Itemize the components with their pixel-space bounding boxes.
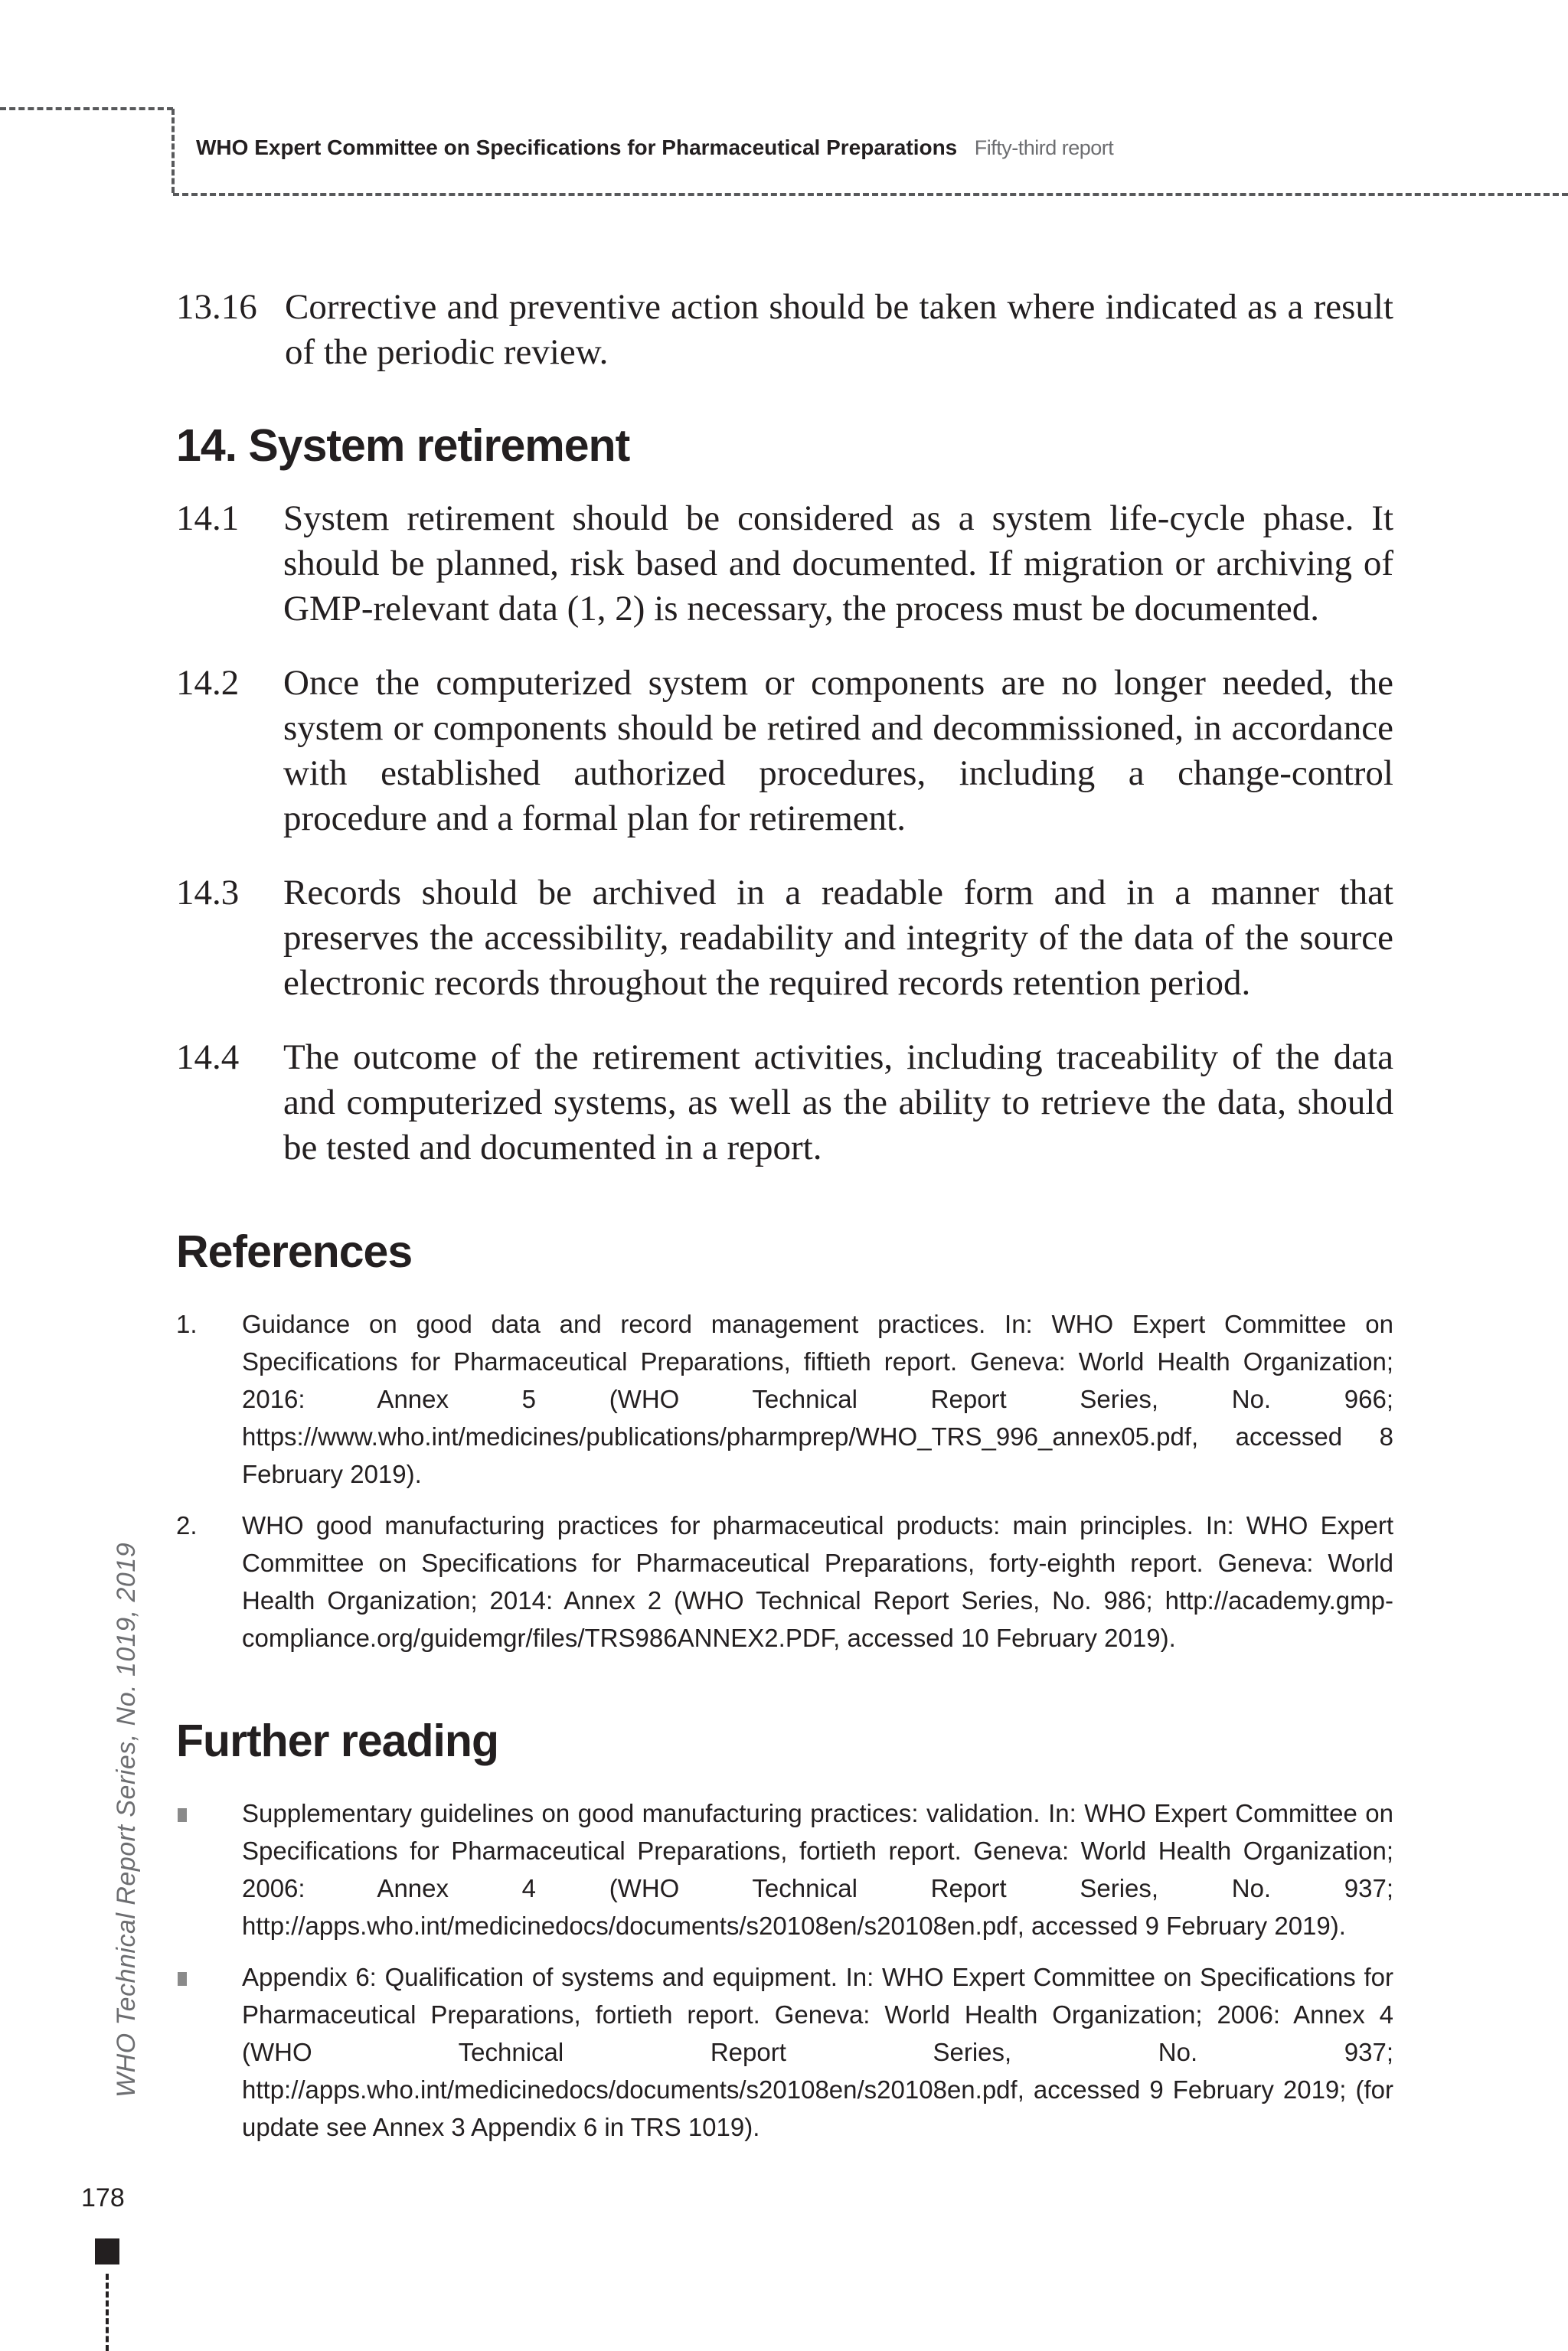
paragraph-number: 14.4	[176, 1037, 240, 1077]
running-header-title: WHO Expert Committee on Specifications for Pharmaceutical Preparations	[196, 136, 958, 159]
paragraph-14-3	[176, 870, 1393, 1006]
square-bullet-icon	[178, 1808, 187, 1822]
paragraph-text: The outcome of the retirement activities, including traceability of the data and computerized systems, as well as the ability to retrieve the data, should be tested and documented in a report.	[283, 1037, 1393, 1167]
header-dashed-line-vertical	[172, 109, 175, 193]
paragraph-text: Records should be archived in a readable form and in a manner that preserves the accessibility, readability and integrity of the data of the source electronic records throughout the required records retention period.	[283, 873, 1393, 1003]
further-reading-heading: Further reading	[176, 1716, 498, 1766]
further-reading-text: Supplementary guidelines on good manufacturing practices: validation. In: WHO Expert Committee on Specifications for Pharmaceutical Preparations, fortieth report. Geneva: World Health Organization; 2006: Annex 4 (WHO Technical Report Series, No. 937; http://apps.who.int/medicinedocs/documents/s20108en/s20108en.pdf, accessed 9 February 2019).	[242, 1799, 1393, 1940]
reference-item	[176, 1305, 1393, 1493]
paragraph-number: 14.3	[176, 873, 240, 913]
running-header	[196, 136, 1113, 160]
paragraph-13-16	[176, 285, 1393, 375]
running-header-subtitle: Fifty-third report	[974, 136, 1114, 159]
reference-item	[176, 1507, 1393, 1657]
reference-number: 1.	[176, 1310, 198, 1338]
further-reading-item	[176, 1958, 1393, 2146]
body-column	[176, 285, 1393, 2160]
paragraph-14-2	[176, 661, 1393, 841]
header-dashed-line-top	[0, 107, 173, 110]
side-running-text: WHO Technical Report Series, No. 1019, 2019	[112, 1542, 141, 2098]
further-reading-item	[176, 1794, 1393, 1944]
page-number: 178	[81, 2183, 125, 2212]
further-reading-text: Appendix 6: Qualification of systems and equipment. In: WHO Expert Committee on Specifications for Pharmaceutical Preparations, fortieth report. Geneva: World Health Organization; 2006: Annex 4 (WHO Technical Report Series, No. 937; http://apps.who.int/medicinedocs/documents/s20108en/s20108en.pdf, accessed 9 February 2019; (for update see Annex 3 Appendix 6 in TRS 1019).	[242, 1963, 1393, 2141]
paragraph-text: Once the computerized system or components are no longer needed, the system or components should be retired and decommissioned, in accordance with established authorized procedures, including a change-control procedure and a formal plan for retirement.	[283, 663, 1393, 838]
header-dashed-line-bottom	[173, 193, 1568, 196]
paragraph-14-4	[176, 1035, 1393, 1171]
section-heading: 14. System retirement	[176, 420, 630, 471]
paragraph-text: Corrective and preventive action should be taken where indicated as a result of the periodic review.	[285, 287, 1393, 372]
paragraph-number: 13.16	[176, 287, 257, 327]
square-bullet-icon	[178, 1972, 187, 1986]
footer-dashed-line	[106, 2274, 109, 2351]
page-marker-square	[95, 2238, 119, 2264]
paragraph-number: 14.2	[176, 663, 240, 703]
reference-number: 2.	[176, 1511, 198, 1540]
reference-text: WHO good manufacturing practices for pharmaceutical products: main principles. In: WHO Expert Committee on Specifications for Pharmaceutical Preparations, forty-eighth report. Geneva: World Health Organization; 2014: Annex 2 (WHO Technical Report Series, No. 986; http://academy.gmp-compliance.org/guidemgr/files/TRS986ANNEX2.PDF, accessed 10 February 2019).	[242, 1511, 1393, 1652]
paragraph-text: System retirement should be considered as a system life-cycle phase. It should be planned, risk based and documented. If migration or archiving of GMP-relevant data (1, 2) is necessary, the process must be documented.	[283, 498, 1393, 629]
paragraph-14-1	[176, 496, 1393, 632]
references-heading: References	[176, 1226, 413, 1277]
paragraph-number: 14.1	[176, 498, 240, 538]
reference-text: Guidance on good data and record management practices. In: WHO Expert Committee on Specifications for Pharmaceutical Preparations, fiftieth report. Geneva: World Health Organization; 2016: Annex 5 (WHO Technical Report Series, No. 966; https://www.who.int/medicines/publications/pharmprep/WHO_TRS_996_annex05.pdf, accessed 8 February 2019).	[242, 1310, 1393, 1488]
